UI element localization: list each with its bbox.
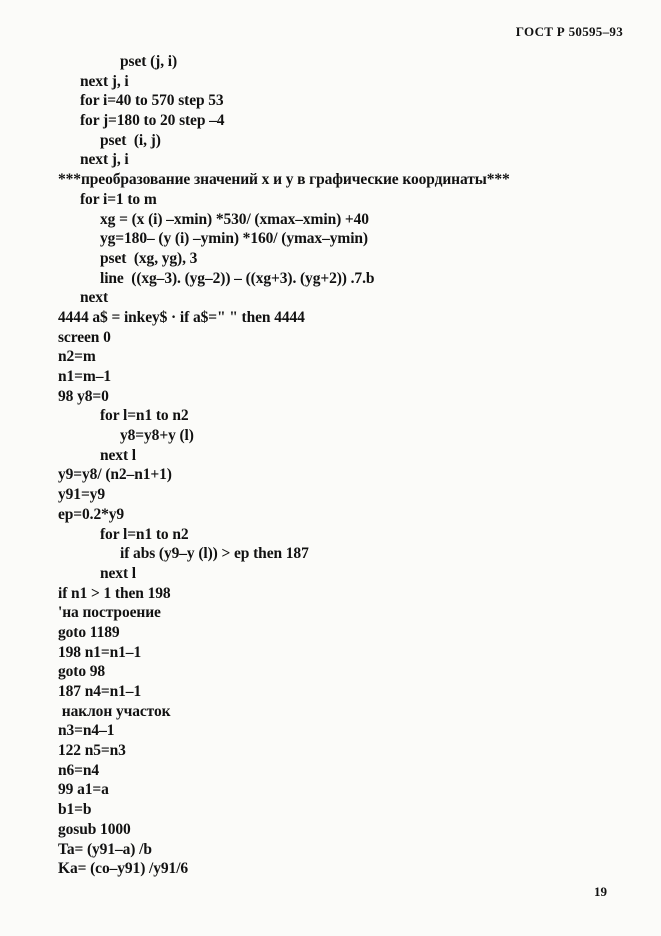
code-line: if n1 > 1 then 198 xyxy=(58,584,171,602)
code-line: 'на построение xyxy=(58,604,161,622)
code-line: for l=n1 to n2 xyxy=(100,407,189,425)
code-line: next l xyxy=(100,564,136,582)
code-line: screen 0 xyxy=(58,328,111,346)
code-line: b1=b xyxy=(58,801,92,819)
code-line: yg=180– (y (i) –ymin) *160/ (ymax–ymin) xyxy=(100,230,368,248)
code-line: pset (j, i) xyxy=(120,53,178,70)
code-line: наклон участок xyxy=(58,702,171,720)
code-line: 98 y8=0 xyxy=(58,387,109,405)
code-line: for j=180 to 20 step –4 xyxy=(80,112,225,130)
code-line: goto 1189 xyxy=(58,623,120,641)
code-line: next j, i xyxy=(80,151,129,169)
code-line: pset (i, j) xyxy=(100,131,161,149)
page-number: 19 xyxy=(594,884,607,899)
code-line: Ka= (co–y91) /y91/6 xyxy=(58,860,189,878)
code-line: for i=1 to m xyxy=(80,190,157,208)
code-line: goto 98 xyxy=(58,663,106,681)
code-line: next j, i xyxy=(80,72,129,90)
code-listing xyxy=(58,52,510,879)
code-line: for l=n1 to n2 xyxy=(100,525,189,543)
code-line: y91=y9 xyxy=(58,486,105,504)
code-line: Ta= (y91–a) /b xyxy=(58,840,152,858)
code-line: n1=m–1 xyxy=(58,368,112,385)
code-line: 4444 a$ = inkey$ · if a$=" " then 4444 xyxy=(58,308,305,326)
code-line: if abs (y9–y (l)) > ep then 187 xyxy=(120,545,309,563)
code-line: 122 n5=n3 xyxy=(58,742,126,760)
code-line: line ((xg–3). (yg–2)) – ((xg+3). (yg+2)) .7.b xyxy=(100,269,375,287)
document-header: ГОСТ Р 50595–93 xyxy=(515,24,623,39)
code-line: 187 n4=n1–1 xyxy=(58,683,142,700)
code-line: pset (xg, yg), 3 xyxy=(100,249,198,267)
code-line: 198 n1=n1–1 xyxy=(58,643,142,661)
code-line: ***преобразование значений x и y в графические координаты*** xyxy=(58,171,510,189)
code-line: y9=y8/ (n2–n1+1) xyxy=(58,466,172,484)
code-line: n3=n4–1 xyxy=(58,722,115,740)
code-line: n2=m xyxy=(58,348,96,366)
code-line: y8=y8+y (l) xyxy=(120,427,194,445)
code-line: ep=0.2*y9 xyxy=(58,505,125,523)
code-line: for i=40 to 570 step 53 xyxy=(80,92,224,110)
code-line: gosub 1000 xyxy=(58,820,131,838)
code-line: next l xyxy=(100,446,136,464)
code-line: next xyxy=(80,289,109,307)
code-line: n6=n4 xyxy=(58,761,100,779)
code-line: xg = (x (i) –xmin) *530/ (xmax–xmin) +40 xyxy=(100,210,369,228)
code-line: 99 a1=a xyxy=(58,781,109,799)
